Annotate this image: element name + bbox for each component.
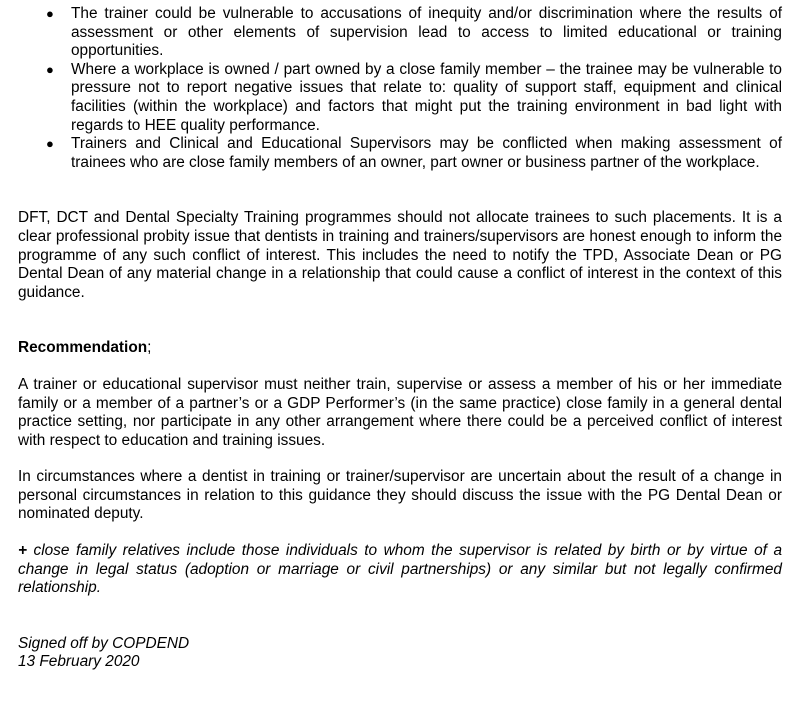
signoff-line-1: Signed off by COPDEND — [18, 634, 190, 652]
bullet-text: Where a workplace is owned / part owned by a close family member – the trainee may be vulnerable to pressure not to report negative issues that relate to: quality of support staff, equipment and clinical facilities (within the workplace) and factors that might put the training environment in bad light with regards to HEE quality performance. — [71, 60, 782, 134]
recommendation-heading-suffix: ; — [147, 339, 152, 357]
recommendation-heading-line — [18, 339, 782, 358]
footnote-paragraph — [18, 542, 782, 598]
bullet-icon: ● — [46, 136, 54, 152]
spacer — [18, 358, 782, 376]
list-item — [18, 61, 782, 135]
circumstances-paragraph: In circumstances where a dentist in training or trainer/supervisor are uncertain about the result of a change in personal circumstances in relation to this guidance they should discuss the issue with the PG Dental Dean or nominated deputy. — [18, 468, 782, 523]
programmes-paragraph: DFT, DCT and Dental Specialty Training programmes should not allocate trainees to such placements. It is a clear professional probity issue that dentists in training and trainers/supervisors are honest enough to inform the programme of any such conflict of interest. This includes the need to notify the TPD, Associate Dean or PG Dental Dean of any material change in a relationship that could cause a conflict of interest in the context of this guidance. — [18, 209, 782, 301]
footnote-marker: + — [18, 542, 27, 560]
list-item — [18, 135, 782, 172]
list-item — [18, 5, 782, 61]
bullet-text: Trainers and Clinical and Educational Supervisors may be conflicted when making assessment of trainees who are close family members of an owner, part owner or business partner of the workplace. — [71, 135, 782, 171]
recommendation-heading: Recommendation — [18, 339, 148, 357]
document-page — [18, 5, 782, 672]
bullet-text: The trainer could be vulnerable to accusations of inequity and/or discrimination where the results of assessment or other elements of supervision lead to access to limited educational or training opportunities. — [71, 5, 782, 60]
bullet-icon: ● — [46, 61, 54, 77]
spacer — [18, 524, 782, 542]
bullet-list — [18, 5, 782, 172]
recommendation-paragraph: A trainer or educational supervisor must neither train, supervise or assess a member of his or her immediate family or a member of a partner’s or a GDP Performer’s (in the same practice) close family in a general dental practice setting, nor participate in any other arrangement where there could be a perceived conflict of interest with respect to education and training issues. — [18, 375, 782, 449]
spacer — [18, 450, 782, 468]
signoff-date: 13 February 2020 — [18, 653, 140, 671]
footnote-text: close family relatives include those individuals to whom the supervisor is related by birth or by virtue of a change in legal status (adoption or marriage or civil partnerships) or any similar but not legally confirmed relationship. — [18, 542, 782, 597]
bullet-icon: ● — [46, 6, 54, 21]
spacer — [18, 598, 782, 635]
spacer — [18, 172, 782, 209]
spacer — [18, 302, 782, 339]
